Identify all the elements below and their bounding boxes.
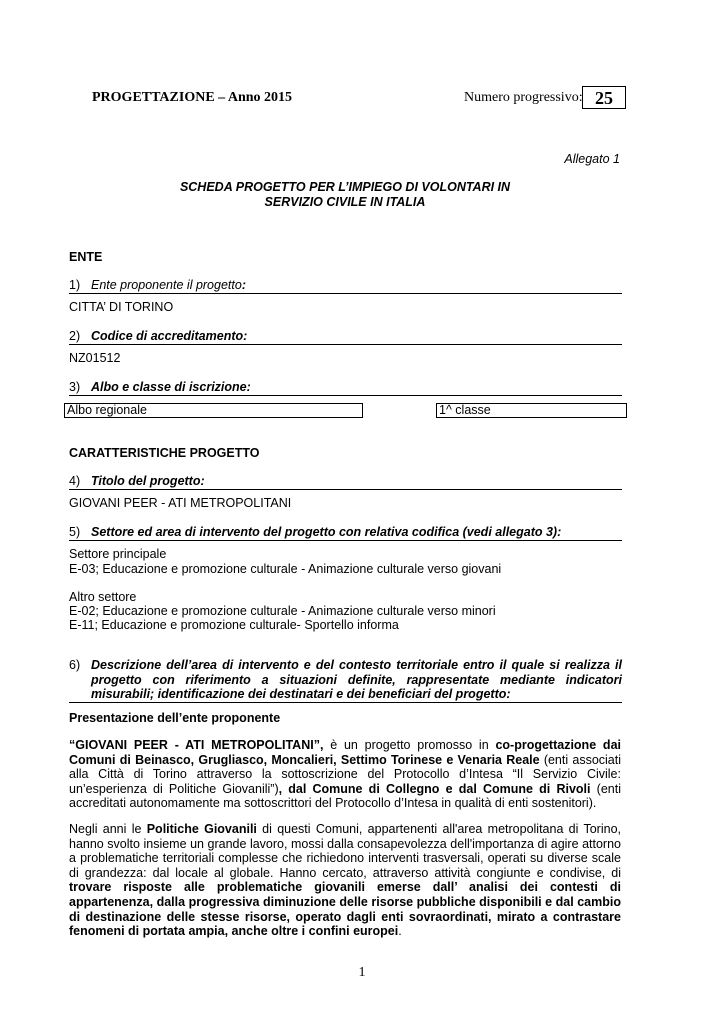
- question-2-number: 2): [69, 329, 81, 343]
- altro-settore-value-2: E-11; Educazione e promozione culturale- Sportello informa: [69, 618, 399, 632]
- progressive-number-value: 25: [582, 86, 626, 109]
- question-3-label: Albo e classe di iscrizione:: [91, 380, 251, 394]
- p1-bold-1: “GIOVANI PEER - ATI METROPOLITANI”,: [69, 738, 324, 752]
- question-3: [69, 380, 622, 396]
- question-2-value: NZ01512: [69, 351, 121, 365]
- question-1-value: CITTA’ DI TORINO: [69, 300, 174, 314]
- p1-text-3: (enti accreditati autonomamente ma sottoscrittori del Protocollo d’Intesa in qualità di enti sostenitori).: [69, 781, 621, 811]
- page-number: 1: [358, 965, 366, 980]
- document-title: [0, 180, 690, 210]
- question-2-label: Codice di accreditamento:: [91, 329, 248, 343]
- question-6-number: 6): [69, 658, 81, 672]
- question-4: [69, 474, 622, 490]
- allegato-label: Allegato 1: [564, 152, 620, 166]
- p2-bold-1: Politiche Giovanili: [146, 822, 257, 836]
- document-title-line-2: SERVIZIO CIVILE IN ITALIA: [264, 195, 426, 209]
- presentazione-heading: Presentazione dell’ente proponente: [69, 711, 281, 725]
- question-5-number: 5): [69, 525, 81, 539]
- altro-settore-label: Altro settore: [69, 590, 137, 604]
- question-4-number: 4): [69, 474, 81, 488]
- p1-bold-3: , dal Comune di Collegno e dal Comune di Rivoli: [278, 781, 591, 796]
- progressive-number-label: Numero progressivo:: [464, 90, 583, 105]
- p2-bold-2: trovare risposte alle problematiche giovanili emerse dall’ analisi dei contesti di appartenenza, dalla progressiva diminuzione delle risorse pubbliche disponibili e dal cambio di destinazione delle stesse risorse, operato dagli enti sovraordinati, mirato a contrastare fenomeni di portata ampia, anche oltre i confini europei: [69, 880, 621, 939]
- p2-text-2: di questi Comuni, appartenenti all'area metropolitana di Torino, hanno svolto insieme un grande lavoro, mossi dalla consapevolezza dell'importanza di agire attorno a problematiche territoriali complesse che richiedono interventi trasversali, operati su diverse scale di grandezza: dal locale al globale. Hanno cercato, attraverso attività congiunte e condivise, di: [69, 822, 621, 880]
- question-1-number: 1): [69, 278, 81, 292]
- question-4-label: Titolo del progetto:: [91, 474, 205, 488]
- paragraph-1: [69, 738, 621, 811]
- settore-principale-value: E-03; Educazione e promozione culturale - Animazione culturale verso giovani: [69, 562, 502, 576]
- p1-text-1: è un progetto promosso in: [323, 738, 496, 752]
- question-3-number: 3): [69, 380, 81, 394]
- question-2: [69, 329, 622, 345]
- p1-text-2: (enti associati alla Città di Torino attraverso la sottoscrizione del Protocollo d’Intesa “Il Servizio Civile: un’esperienza di Politiche Giovanili”): [69, 752, 621, 796]
- question-1: [69, 278, 622, 294]
- question-5: [69, 525, 622, 541]
- document-title-line-1: SCHEDA PROGETTO PER L’IMPIEGO DI VOLONTARI IN: [179, 180, 511, 194]
- section-ente-heading: ENTE: [69, 250, 103, 264]
- p2-text-3: .: [398, 924, 402, 939]
- question-1-label: Ente proponente il progetto: [91, 278, 242, 292]
- paragraph-2: [69, 822, 621, 939]
- p2-text-1: Negli anni le: [69, 822, 147, 836]
- p1-bold-2: co-progettazione dai Comuni di Beinasco, Grugliasco, Moncalieri, Settimo Torinese e Venaria Reale: [69, 738, 621, 767]
- classe-box: 1^ classe: [436, 403, 627, 418]
- question-4-value: GIOVANI PEER - ATI METROPOLITANI: [69, 496, 292, 510]
- altro-settore-value-1: E-02; Educazione e promozione culturale - Animazione culturale verso minori: [69, 604, 496, 618]
- albo-box: Albo regionale: [64, 403, 363, 418]
- question-1-colon: :: [241, 278, 246, 292]
- settore-principale-label: Settore principale: [69, 547, 167, 561]
- question-5-label: Settore ed area di intervento del progetto con relativa codifica (vedi allegato 3):: [91, 525, 562, 539]
- section-caratteristiche-heading: CARATTERISTICHE PROGETTO: [69, 446, 260, 460]
- question-6-label: Descrizione dell’area di intervento e del contesto territoriale entro il quale si realizza il progetto con riferimento a situazioni definite, rappresentate mediante indicatori misurabili; identificazione dei destinatari e dei beneficiari del progetto:: [91, 658, 622, 702]
- question-6: [69, 658, 622, 703]
- project-year-title: PROGETTAZIONE – Anno 2015: [92, 90, 293, 105]
